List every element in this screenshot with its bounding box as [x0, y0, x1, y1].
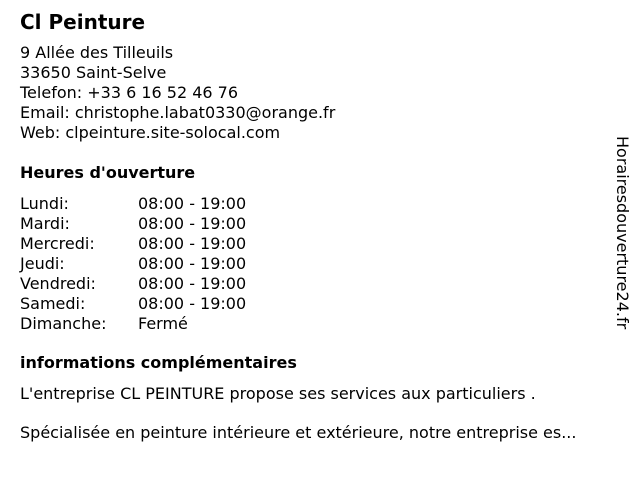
day-hours: 08:00 - 19:00: [138, 294, 247, 313]
address-line-1: 9 Allée des Tilleuils: [20, 43, 174, 62]
hours-row-sunday: [20, 314, 320, 334]
info-paragraph: L'entreprise CL PEINTURE propose ses services aux particuliers .: [20, 384, 536, 403]
info-paragraph: Spécialisée en peinture intérieure et extérieure, notre entreprise es...: [20, 423, 577, 442]
hours-row-tuesday: [20, 214, 320, 234]
hours-row-monday: [20, 194, 320, 214]
day-label: Mardi:: [20, 214, 70, 233]
hours-row-friday: [20, 274, 320, 294]
site-watermark: Horairesdouverture24.fr: [613, 136, 632, 330]
day-hours: 08:00 - 19:00: [138, 234, 247, 253]
email-text: Email: christophe.labat0330@orange.fr: [20, 103, 336, 122]
phone-text: Telefon: +33 6 16 52 46 76: [20, 83, 239, 102]
day-label: Jeudi:: [20, 254, 65, 273]
hours-row-wednesday: [20, 234, 320, 254]
day-label: Dimanche:: [20, 314, 107, 333]
hours-table: [20, 194, 320, 334]
business-name: Cl Peinture: [20, 10, 146, 34]
day-hours: 08:00 - 19:00: [138, 274, 247, 293]
hours-row-thursday: [20, 254, 320, 274]
day-label: Mercredi:: [20, 234, 95, 253]
day-label: Lundi:: [20, 194, 69, 213]
day-label: Samedi:: [20, 294, 86, 313]
hours-row-saturday: [20, 294, 320, 314]
day-hours: 08:00 - 19:00: [138, 214, 247, 233]
website-text: Web: clpeinture.site-solocal.com: [20, 123, 281, 142]
day-hours: 08:00 - 19:00: [138, 194, 247, 213]
day-label: Vendredi:: [20, 274, 96, 293]
address-line-2: 33650 Saint-Selve: [20, 63, 167, 82]
day-hours: Fermé: [138, 314, 188, 333]
contact-block: [20, 43, 335, 143]
hours-heading: Heures d'ouverture: [20, 163, 196, 182]
info-heading: informations complémentaires: [20, 353, 297, 372]
day-hours: 08:00 - 19:00: [138, 254, 247, 273]
